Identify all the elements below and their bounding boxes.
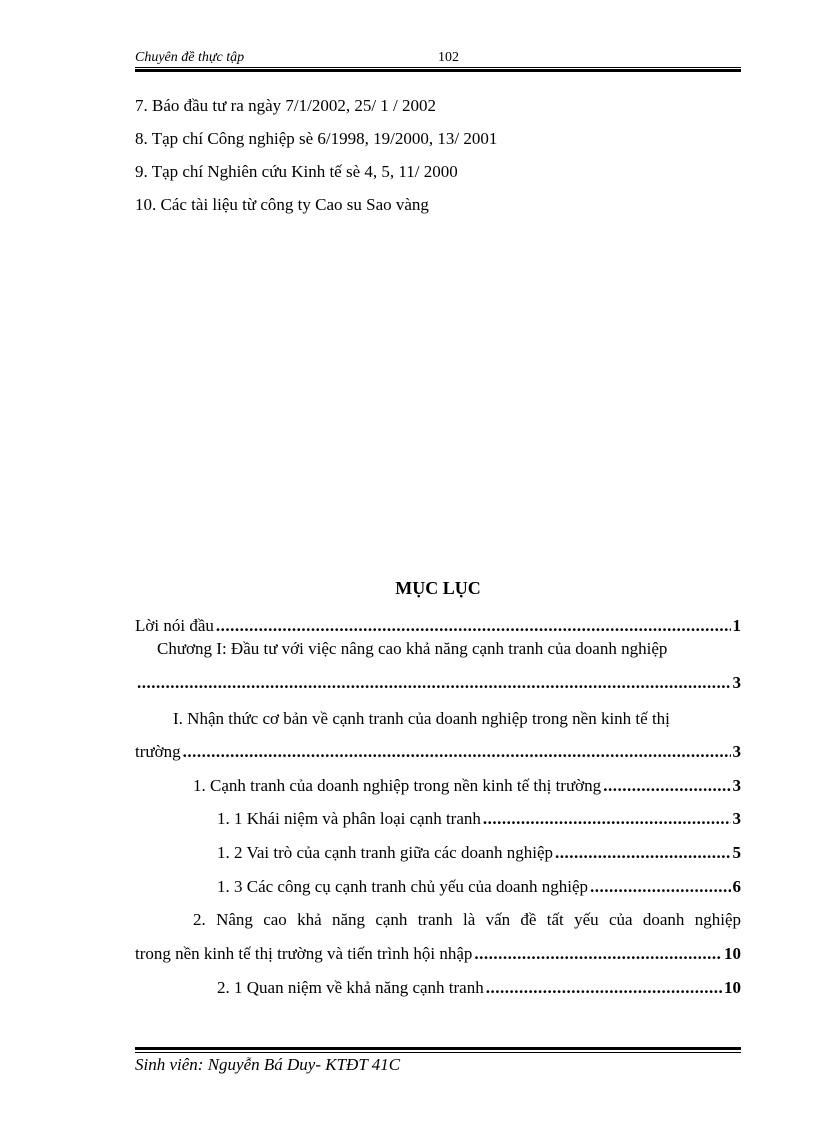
toc-leader-dots [486, 976, 722, 999]
footer-rule-thick [135, 1047, 741, 1050]
toc-entry-text-cont: trong nền kinh tế thị trường và tiến trình hội nhập [135, 944, 473, 963]
toc-page-number: 3 [732, 742, 741, 761]
toc-entry-text-cont: trường [135, 742, 181, 761]
toc-entry-text: I. Nhận thức cơ bản về cạnh tranh của doanh nghiệp trong nền kinh tế thị [173, 709, 670, 728]
toc-entry [135, 976, 741, 999]
toc-entry-text: 1. 3 Các công cụ cạnh tranh chủ yếu của doanh nghiệp [217, 877, 589, 896]
toc-leader-dots [483, 807, 731, 830]
toc-page-number: 3 [732, 809, 741, 828]
reference-item: 7. Báo đầu tư ra ngày 7/1/2002, 25/ 1 / 2002 [135, 96, 437, 115]
toc-entry-text: 2. Nâng cao khả năng cạnh tranh là vấn đề tất yếu của doanh nghiệp [193, 910, 741, 929]
toc-entry-text: Lời nói đầu [135, 616, 214, 635]
header-rule-thick [135, 69, 741, 72]
toc-leader-dots [137, 671, 731, 694]
toc-leader-dots [474, 942, 722, 965]
page-number: 102 [438, 50, 459, 65]
toc-title: MỤC LỤC [395, 578, 481, 598]
toc-entry-text: 2. 1 Quan niệm về khả năng cạnh tranh [217, 978, 484, 997]
toc-entry [135, 637, 741, 694]
reference-item: 9. Tạp chí Nghiên cứu Kinh tế sè 4, 5, 11/ 2000 [135, 162, 458, 181]
toc-entry [135, 841, 741, 864]
toc-entry-text: Chương I: Đầu tư với việc nâng cao khả năng cạnh tranh của doanh nghiệp [157, 639, 668, 658]
reference-list [135, 95, 741, 227]
toc-page-number: 3 [732, 776, 741, 795]
toc-leader-dots [590, 875, 730, 898]
footer-rule-thin [135, 1052, 741, 1053]
toc-leader-dots [183, 740, 731, 763]
toc-entry [135, 707, 741, 763]
header-title: Chuyên đề thực tập [135, 50, 245, 65]
toc-leader-dots [216, 614, 731, 637]
reference-item: 10. Các tài liệu từ công ty Cao su Sao vàng [135, 195, 429, 214]
toc-page-number: 10 [724, 944, 741, 963]
header-rule-thin [135, 67, 741, 68]
toc-entry-text: 1. 1 Khái niệm và phân loại cạnh tranh [217, 809, 481, 828]
toc-page-number: 6 [732, 877, 741, 896]
toc-entry [135, 908, 741, 965]
toc-entry-text: 1. 2 Vai trò của cạnh tranh giữa các doanh nghiệp [217, 843, 554, 862]
toc-entry [135, 774, 741, 797]
footer-author: Sinh viên: Nguyễn Bá Duy- KTĐT 41C [135, 1055, 401, 1074]
toc-entry [135, 614, 741, 637]
table-of-contents [135, 614, 741, 999]
toc-entry [135, 807, 741, 830]
toc-page-number: 1 [732, 616, 741, 635]
toc-page-number: 3 [732, 673, 741, 692]
toc-entry-text: 1. Cạnh tranh của doanh nghiệp trong nền kinh tế thị trường [193, 776, 602, 795]
toc-leader-dots [603, 774, 730, 797]
toc-page-number: 10 [724, 978, 741, 997]
toc-entry [135, 875, 741, 898]
toc-page-number: 5 [732, 843, 741, 862]
toc-leader-dots [555, 841, 730, 864]
reference-item: 8. Tạp chí Công nghiệp sè 6/1998, 19/2000, 13/ 2001 [135, 129, 498, 148]
